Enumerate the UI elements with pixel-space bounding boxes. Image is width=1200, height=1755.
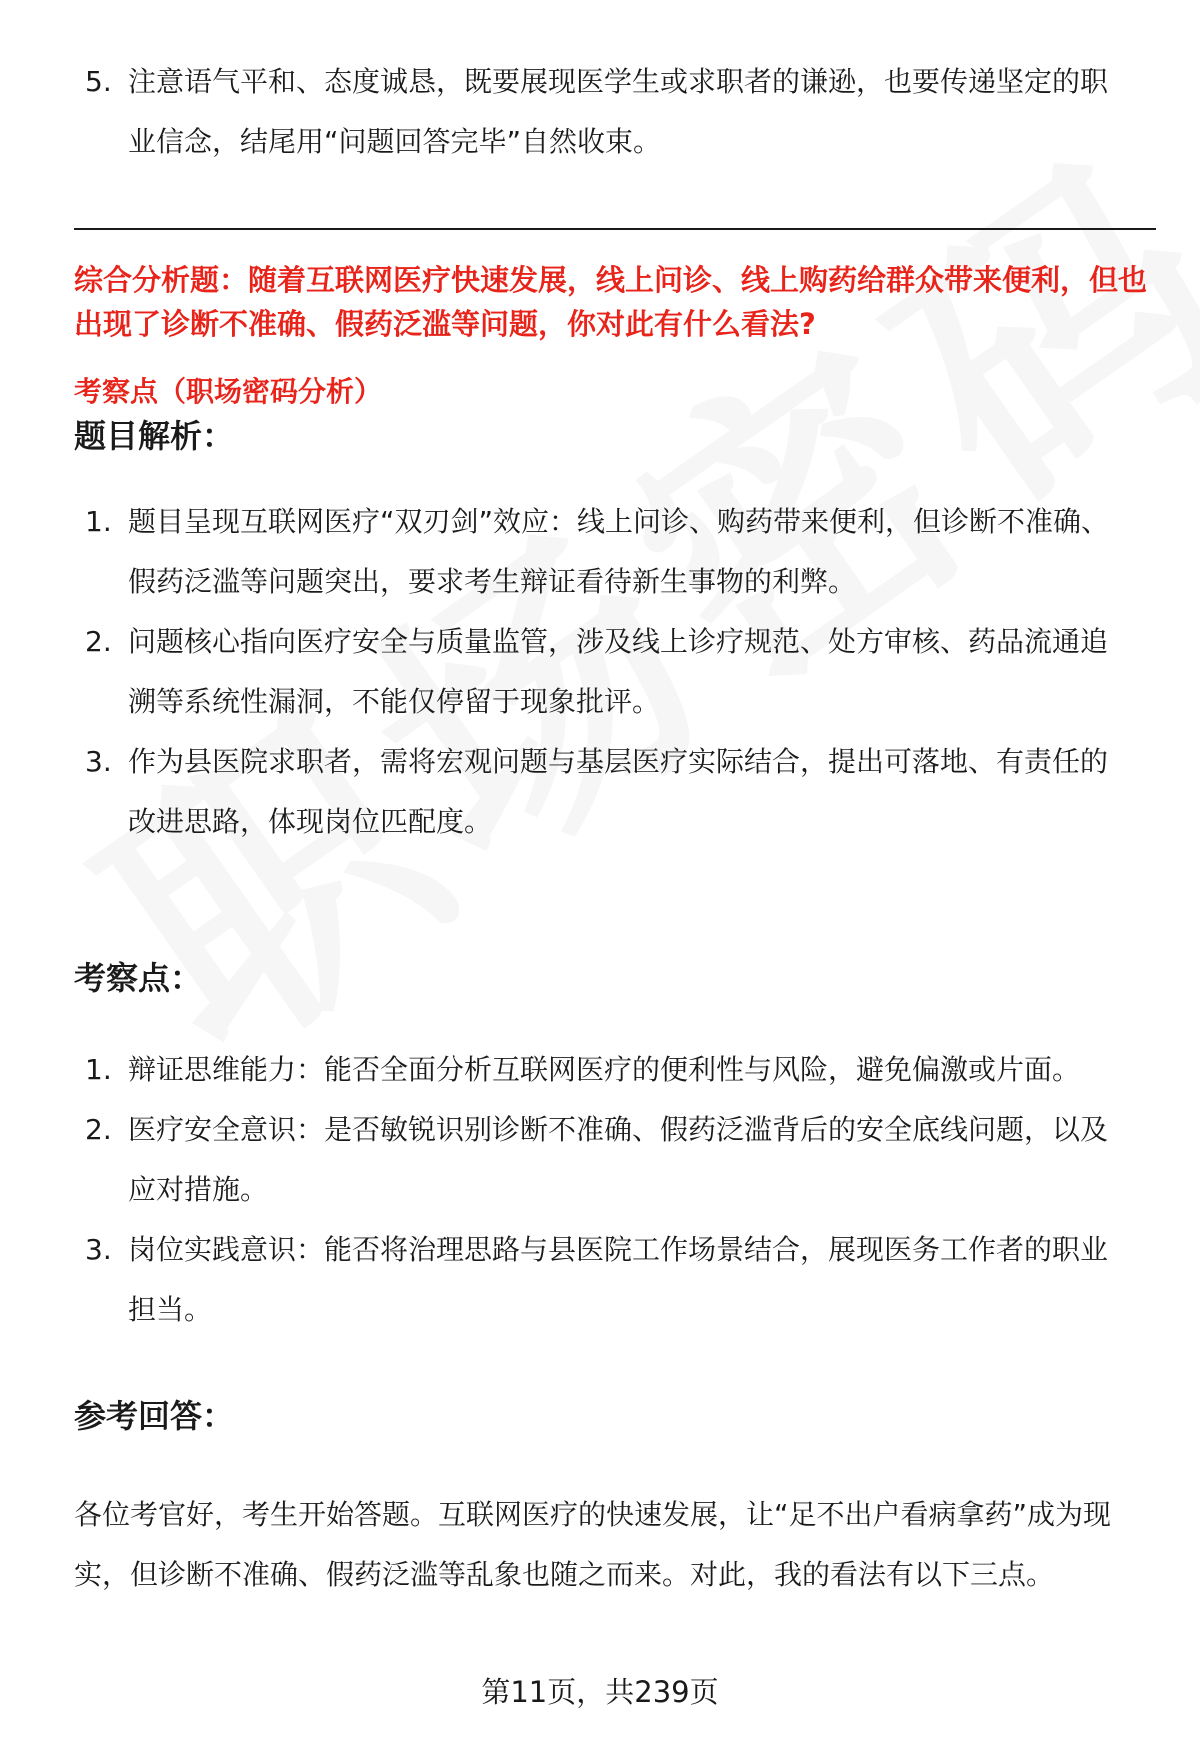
answer-paragraph: 各位考官好，考生开始答题。互联网医疗的快速发展，让“足不出户看病拿药”成为现实，但诊断不准确、假药泛滥等乱象也随之而来。对此，我的看法有以下三点。	[74, 1498, 1112, 1591]
top-list	[75, 52, 1135, 172]
list-item-text: 问题核心指向医疗安全与质量监管，涉及线上诊疗规范、处方审核、药品流通追溯等系统性漏洞，不能仅停留于现象批评。	[128, 625, 1109, 718]
points-heading: 考察点：	[74, 959, 203, 997]
list-item-number: 3.	[85, 1233, 112, 1266]
answer-heading: 参考回答：	[74, 1397, 235, 1435]
list-item-number: 2.	[85, 1113, 112, 1146]
list-item-number: 2.	[85, 625, 112, 658]
list-item-text: 注意语气平和、态度诚恳，既要展现医学生或求职者的谦逊，也要传递坚定的职业信念，结尾用“问题回答完毕”自然收束。	[128, 65, 1109, 158]
list-item	[75, 52, 1135, 172]
list-item	[75, 1100, 1135, 1220]
list-item	[75, 612, 1135, 732]
list-item-text: 岗位实践意识：能否将治理思路与县医院工作场景结合，展现医务工作者的职业担当。	[128, 1233, 1109, 1326]
page-number: 第11页，共239页	[481, 1675, 719, 1709]
analysis-list	[75, 492, 1135, 852]
points-list	[75, 1040, 1135, 1340]
analysis-heading: 题目解析：	[74, 417, 235, 455]
list-item-text: 作为县医院求职者，需将宏观问题与基层医疗实际结合，提出可落地、有责任的改进思路，体现岗位匹配度。	[128, 745, 1109, 838]
list-item-number: 3.	[85, 745, 112, 778]
list-item	[75, 1040, 1135, 1100]
list-item-text: 题目呈现互联网医疗“双刃剑”效应：线上问诊、购药带来便利，但诊断不准确、假药泛滥等问题突出，要求考生辩证看待新生事物的利弊。	[128, 505, 1110, 598]
list-item-number: 5.	[85, 65, 112, 98]
list-item	[75, 732, 1135, 852]
point-heading: 考察点（职场密码分析）	[74, 375, 383, 408]
question-title: 综合分析题：随着互联网医疗快速发展，线上问诊、线上购药给群众带来便利，但也出现了诊断不准确、假药泛滥等问题，你对此有什么看法?	[74, 263, 1148, 341]
list-item-text: 医疗安全意识：是否敏锐识别诊断不准确、假药泛滥背后的安全底线问题，以及应对措施。	[128, 1113, 1109, 1206]
list-item-text: 辩证思维能力：能否全面分析互联网医疗的便利性与风险，避免偏激或片面。	[128, 1053, 1081, 1086]
list-item-number: 1.	[85, 1053, 112, 1086]
list-item	[75, 492, 1135, 612]
list-item-number: 1.	[85, 505, 112, 538]
divider	[74, 228, 1156, 230]
list-item	[75, 1220, 1135, 1340]
